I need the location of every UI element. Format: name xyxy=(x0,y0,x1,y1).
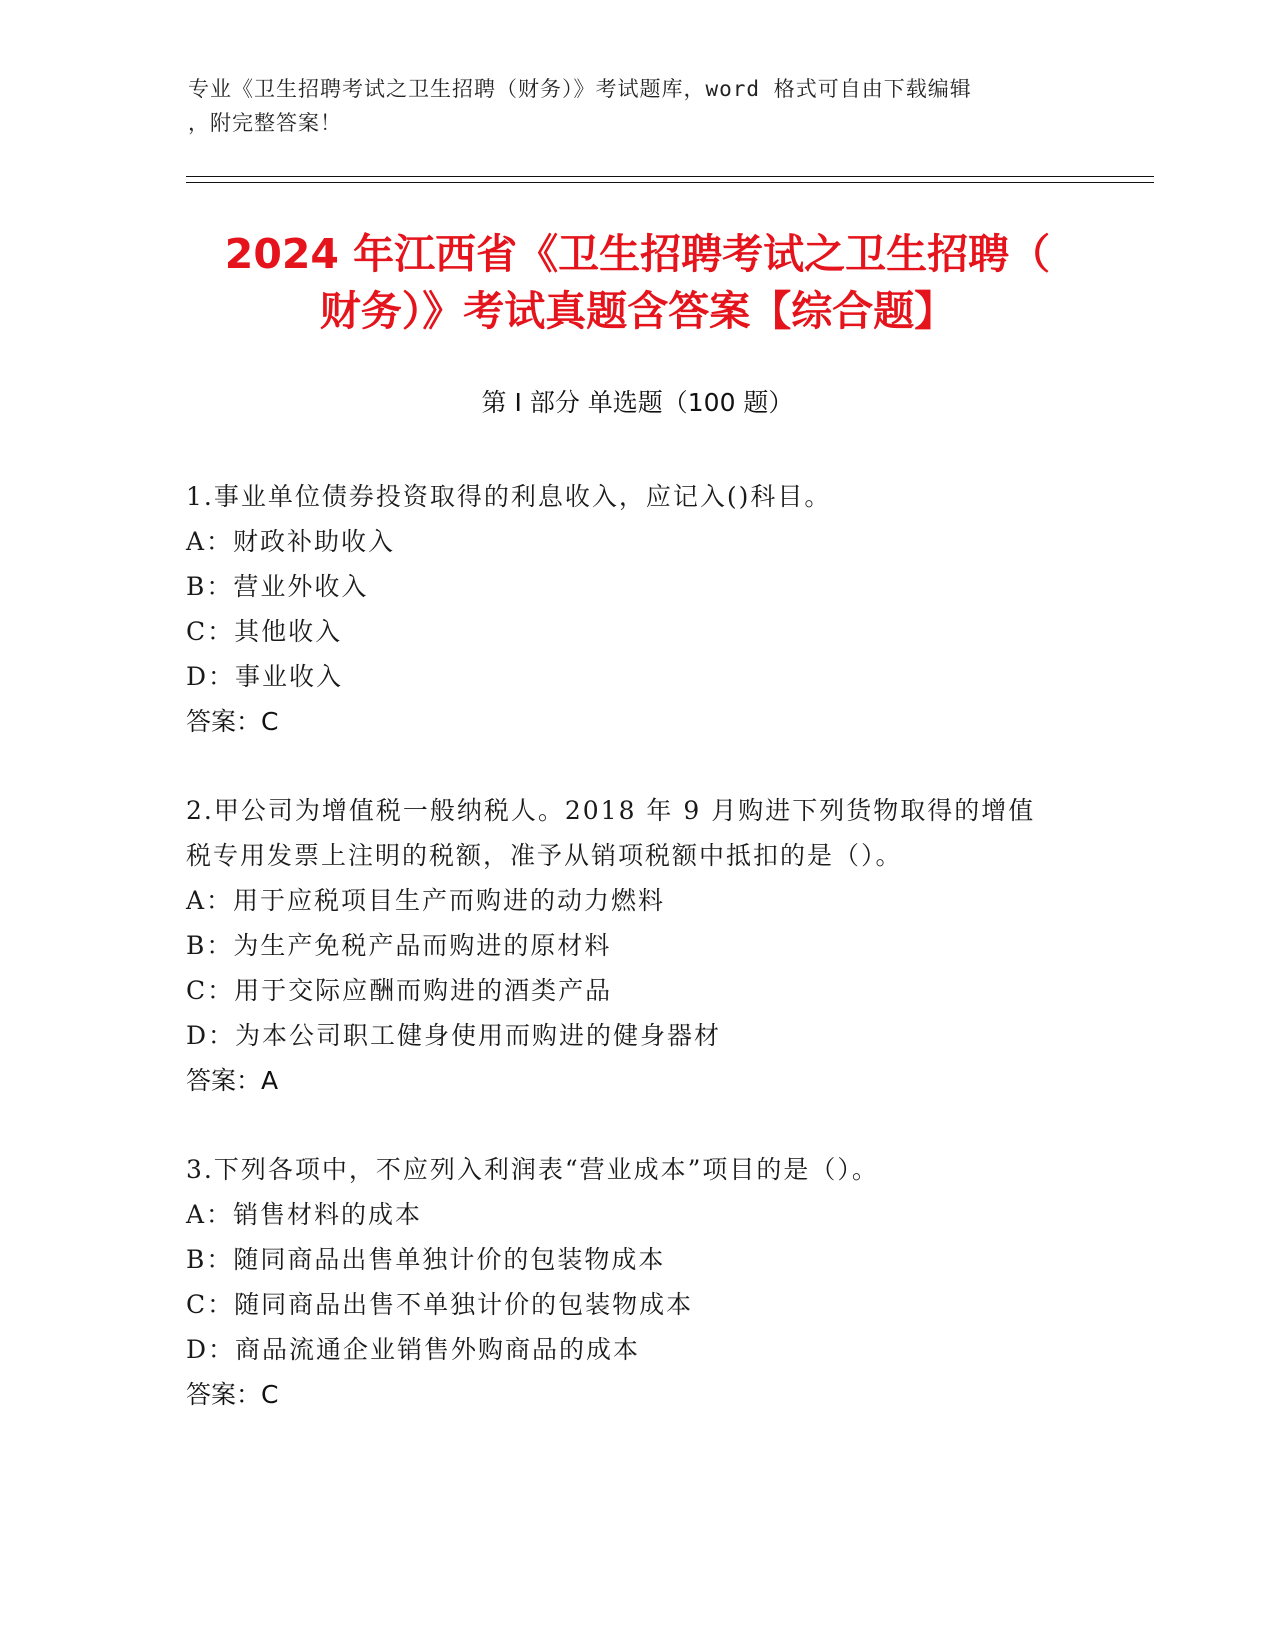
header-divider-bottom xyxy=(186,182,1154,183)
header-note-line-1: 专业《卫生招聘考试之卫生招聘（财务）》考试题库，word 格式可自由下载编辑 xyxy=(188,77,972,101)
question-stem: 1.事业单位债券投资取得的利息收入，应记入()科目。 xyxy=(186,482,832,511)
option-a: A：财政补助收入 xyxy=(186,527,396,556)
answer: 答案：A xyxy=(186,1066,279,1095)
option-b: B：营业外收入 xyxy=(186,572,369,601)
header-divider-top xyxy=(186,176,1154,177)
answer: 答案：C xyxy=(186,1380,279,1409)
header-note xyxy=(188,72,1088,140)
answer: 答案：C xyxy=(186,707,279,736)
option-d: D：为本公司职工健身使用而购进的健身器材 xyxy=(186,1021,722,1050)
question-stem-line-1: 2.甲公司为增值税一般纳税人。2018 年 9 月购进下列货物取得的增值 xyxy=(186,796,1036,825)
option-d: D：商品流通企业销售外购商品的成本 xyxy=(186,1335,641,1364)
question-stem: 3.下列各项中，不应列入利润表“营业成本”项目的是（）。 xyxy=(186,1155,879,1184)
document-title xyxy=(120,226,1155,340)
question-1 xyxy=(186,474,1086,744)
option-b: B：为生产免税产品而购进的原材料 xyxy=(186,931,612,960)
document-title-line-1: 2024 年江西省《卫生招聘考试之卫生招聘（ xyxy=(224,230,1051,278)
question-2 xyxy=(186,788,1086,1103)
option-a: A：用于应税项目生产而购进的动力燃料 xyxy=(186,886,666,915)
option-d: D：事业收入 xyxy=(186,662,344,691)
header-note-line-2: ，附完整答案！ xyxy=(188,111,342,135)
question-list xyxy=(186,474,1086,1461)
option-c: C：用于交际应酬而购进的酒类产品 xyxy=(186,976,613,1005)
section-heading: 第 I 部分 单选题（100 题） xyxy=(481,388,794,417)
question-stem-line-2: 税专用发票上注明的税额，准予从销项税额中抵扣的是（）。 xyxy=(186,841,903,870)
option-c: C：其他收入 xyxy=(186,617,343,646)
option-c: C：随同商品出售不单独计价的包装物成本 xyxy=(186,1290,694,1319)
document-title-line-2: 财务）》考试真题含答案【综合题】 xyxy=(319,287,956,335)
question-3 xyxy=(186,1147,1086,1417)
option-b: B：随同商品出售单独计价的包装物成本 xyxy=(186,1245,666,1274)
option-a: A：销售材料的成本 xyxy=(186,1200,423,1229)
